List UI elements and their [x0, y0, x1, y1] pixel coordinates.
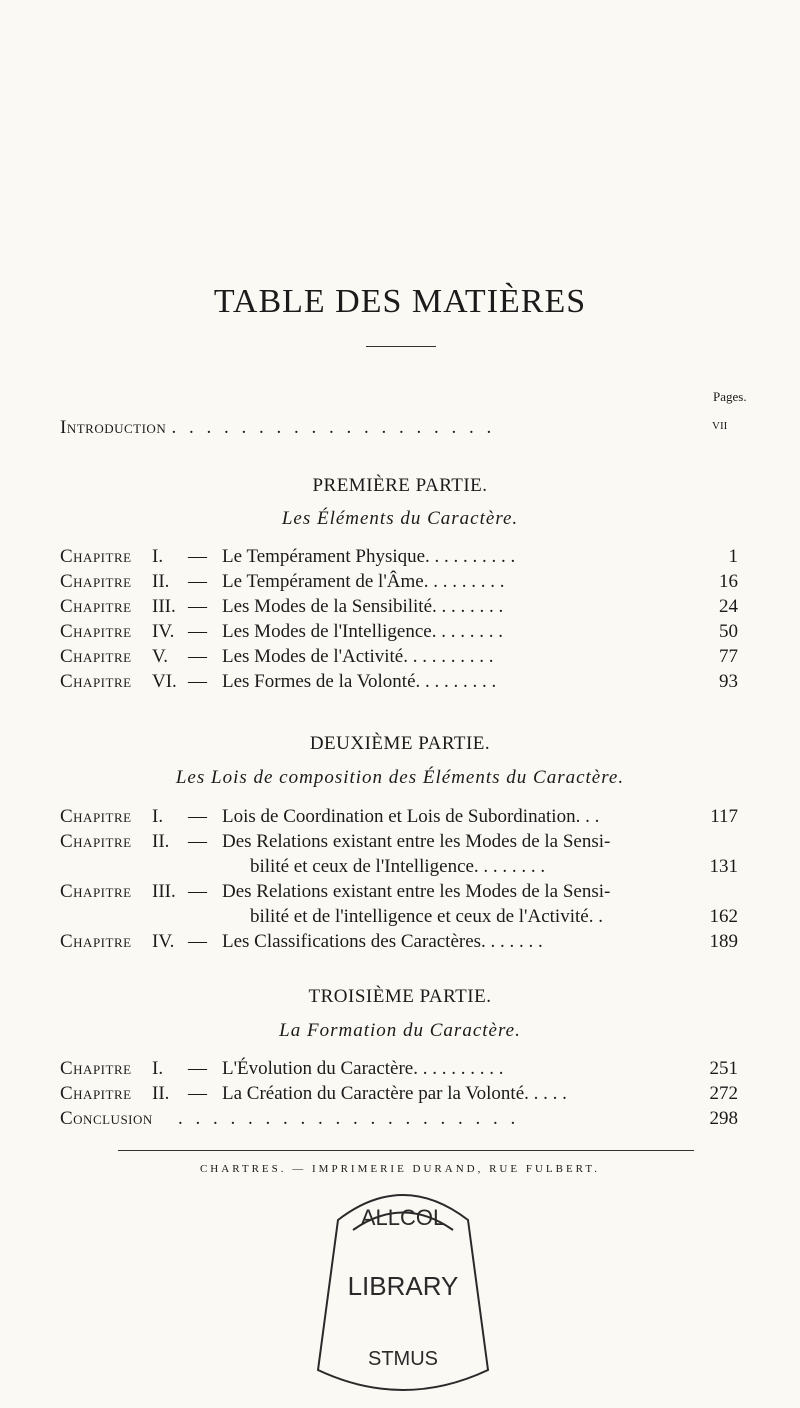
chapter-dash: — — [188, 931, 207, 952]
chapter-page: 77 — [719, 646, 738, 667]
toc-entry[interactable] — [60, 806, 738, 830]
conclusion-page: 298 — [709, 1108, 738, 1129]
chapter-title: Les Modes de la Sensibilité. . . . . . . . — [222, 596, 504, 617]
chapter-page: 16 — [719, 571, 738, 592]
chapter-title: L'Évolution du Caractère. . . . . . . . . . — [222, 1058, 504, 1079]
page-title: TABLE DES MATIÈRES — [213, 283, 587, 320]
chapter-number: II. — [152, 571, 170, 592]
chapter-dash: — — [188, 806, 207, 827]
part2-subtitle: Les Lois de composition des Éléments du Caractère. — [175, 767, 625, 788]
stamp-bottom-text: STMUS — [368, 1348, 438, 1370]
chapter-label: Chapitre — [60, 1058, 132, 1079]
chapter-title: Des Relations existant entre les Modes de la Sensi- — [222, 881, 611, 902]
chapter-page: 251 — [709, 1058, 738, 1079]
title-rule — [366, 346, 436, 347]
chapter-label: Chapitre — [60, 931, 132, 952]
introduction-entry[interactable] — [60, 417, 495, 439]
conclusion-dots: . . . . . . . . . . . . . . . . . . . . — [178, 1108, 520, 1129]
chapter-dash: — — [188, 831, 207, 852]
toc-entry-continuation[interactable] — [60, 906, 738, 930]
toc-entry[interactable] — [60, 881, 738, 905]
introduction-page: vii — [712, 417, 728, 433]
chapter-label: Chapitre — [60, 831, 132, 852]
toc-entry[interactable] — [60, 546, 738, 570]
chapter-label: Chapitre — [60, 571, 132, 592]
part1-subtitle: Les Éléments du Caractère. — [281, 508, 519, 529]
toc-entry[interactable] — [60, 1058, 738, 1082]
chapter-title-continuation: bilité et ceux de l'Intelligence. . . . . . . . — [250, 856, 546, 877]
stamp-top-text: ALLCOL — [360, 1205, 446, 1230]
chapter-label: Chapitre — [60, 546, 132, 567]
chapter-label: Chapitre — [60, 1083, 132, 1104]
chapter-dash: — — [188, 646, 207, 667]
chapter-dash: — — [188, 596, 207, 617]
chapter-number: II. — [152, 1083, 170, 1104]
toc-entry[interactable] — [60, 1083, 738, 1107]
chapter-page: 189 — [709, 931, 738, 952]
chapter-label: Chapitre — [60, 806, 132, 827]
toc-entry[interactable] — [60, 596, 738, 620]
part1-heading: PREMIÈRE PARTIE. — [312, 475, 488, 496]
chapter-page: 93 — [719, 671, 738, 692]
chapter-page: 1 — [728, 546, 738, 567]
chapter-page: 131 — [709, 856, 738, 877]
chapter-dash: — — [188, 1058, 207, 1079]
chapter-dash: — — [188, 546, 207, 567]
chapter-number: VI. — [152, 671, 177, 692]
chapter-label: Chapitre — [60, 881, 132, 902]
chapter-dash: — — [188, 571, 207, 592]
chapter-title: Les Formes de la Volonté. . . . . . . . . — [222, 671, 497, 692]
chapter-title: Lois de Coordination et Lois de Subordination. . . — [222, 806, 600, 827]
library-stamp — [298, 1180, 508, 1395]
chapter-page: 162 — [709, 906, 738, 927]
chapter-dash: — — [188, 621, 207, 642]
chapter-page: 24 — [719, 596, 738, 617]
chapter-page: 117 — [710, 806, 738, 827]
chapter-title: La Création du Caractère par la Volonté. . . . . — [222, 1083, 567, 1104]
chapter-dash: — — [188, 881, 207, 902]
stamp-library-text: LIBRARY — [347, 1271, 459, 1301]
toc-entry[interactable] — [60, 571, 738, 595]
toc-entry[interactable] — [60, 671, 738, 695]
chapter-number: II. — [152, 831, 170, 852]
chapter-number: I. — [152, 546, 164, 567]
introduction-label: Introduction — [60, 417, 167, 438]
chapter-label: Chapitre — [60, 671, 132, 692]
chapter-dash: — — [188, 671, 207, 692]
chapter-label: Chapitre — [60, 596, 132, 617]
chapter-number: I. — [152, 1058, 164, 1079]
toc-entry-continuation[interactable] — [60, 856, 738, 880]
chapter-title: Les Modes de l'Activité. . . . . . . . . . — [222, 646, 494, 667]
chapter-number: IV. — [152, 931, 175, 952]
chapter-title: Les Classifications des Caractères. . . . . . . — [222, 931, 543, 952]
chapter-title: Les Modes de l'Intelligence. . . . . . . . — [222, 621, 503, 642]
chapter-title: Le Tempérament Physique. . . . . . . . . . — [222, 546, 516, 567]
chapter-title: Des Relations existant entre les Modes de la Sensi- — [222, 831, 611, 852]
chapter-number: IV. — [152, 621, 175, 642]
part3-heading: TROISIÈME PARTIE. — [308, 986, 492, 1007]
footer-rule — [118, 1150, 694, 1151]
toc-entry[interactable] — [60, 831, 738, 855]
chapter-number: V. — [152, 646, 169, 667]
chapter-page: 50 — [719, 621, 738, 642]
conclusion-label: Conclusion — [60, 1108, 153, 1129]
chapter-page: 272 — [709, 1083, 738, 1104]
toc-entry[interactable] — [60, 646, 738, 670]
part2-heading: DEUXIÈME PARTIE. — [309, 733, 491, 754]
chapter-title: Le Tempérament de l'Âme. . . . . . . . . — [222, 571, 505, 592]
introduction-dots: . . . . . . . . . . . . . . . . . . . — [171, 417, 496, 438]
chapter-dash: — — [188, 1083, 207, 1104]
chapter-number: III. — [152, 881, 176, 902]
chapter-title-continuation: bilité et de l'intelligence et ceux de l'Activité. . — [250, 906, 603, 927]
toc-entry[interactable] — [60, 931, 738, 955]
printer-imprint: CHARTRES. — IMPRIMERIE DURAND, RUE FULBERT. — [199, 1163, 601, 1175]
chapter-label: Chapitre — [60, 621, 132, 642]
pages-label: Pages. — [713, 389, 747, 404]
chapter-number: III. — [152, 596, 176, 617]
toc-entry[interactable] — [60, 1108, 738, 1132]
chapter-number: I. — [152, 806, 164, 827]
chapter-label: Chapitre — [60, 646, 132, 667]
part3-subtitle: La Formation du Caractère. — [279, 1020, 521, 1041]
toc-entry[interactable] — [60, 621, 738, 645]
